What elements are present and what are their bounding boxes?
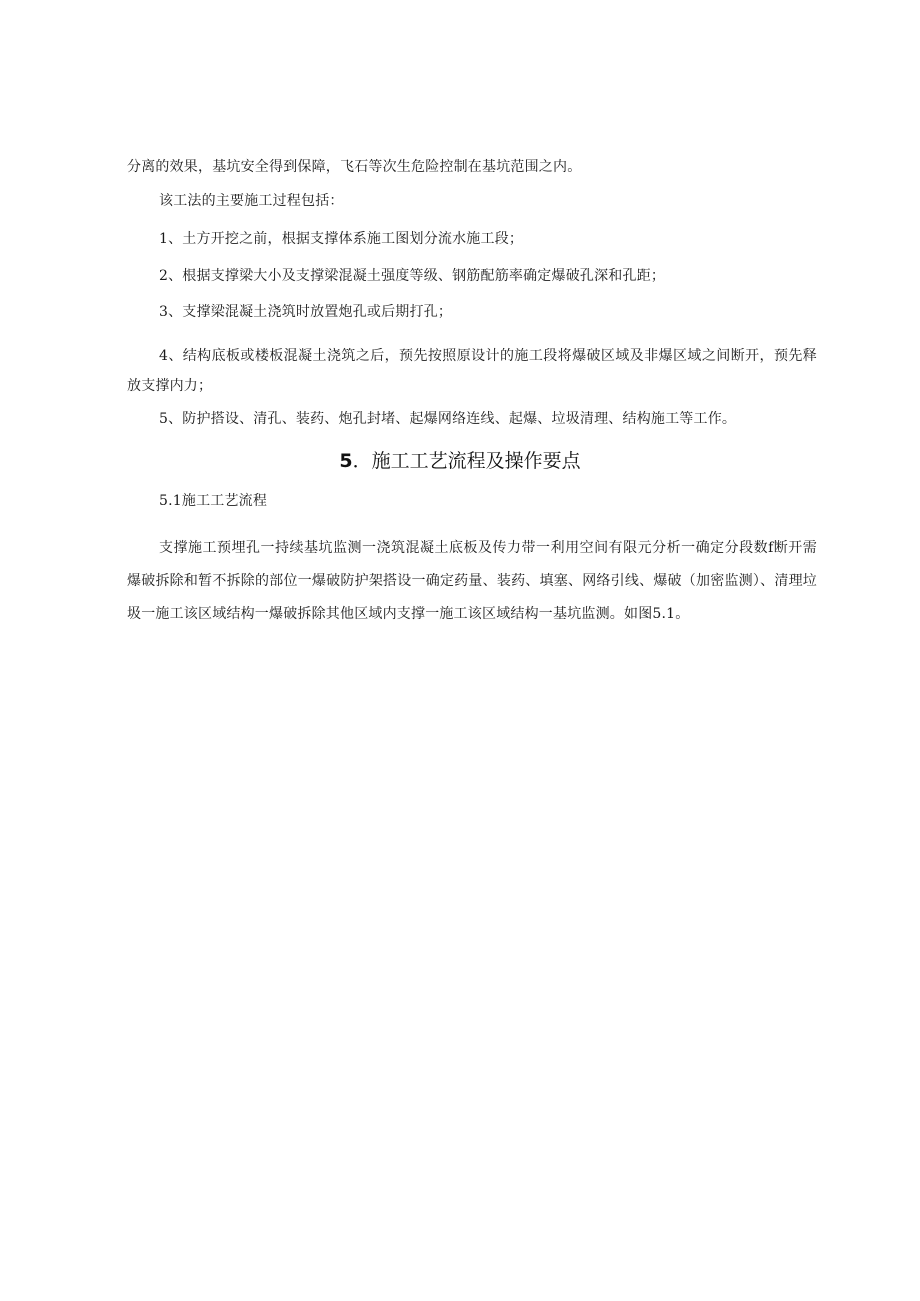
process-step-1: 1、土方开挖之前，根据支撑体系施工图划分流水施工段； bbox=[159, 231, 524, 247]
subsection-heading: 5.1施工工艺流程 bbox=[159, 493, 268, 509]
section-title: ．施工工艺流程及操作要点 bbox=[352, 450, 581, 472]
process-step-2: 2、根据支撑梁大小及支撑梁混凝土强度等级、钢筋配筋率确定爆破孔深和孔距； bbox=[159, 268, 666, 284]
section-heading bbox=[0, 448, 920, 474]
process-step-3: 3、支撑梁混凝土浇筑时放置炮孔或后期打孔； bbox=[159, 304, 453, 320]
process-step-5: 5、防护搭设、清孔、装药、炮孔封堵、起爆网络连线、起爆、垃圾清理、结构施工等工作。 bbox=[159, 411, 737, 427]
process-step-4: 4、结构底板或楼板混凝土浇筑之后，预先按照原设计的施工段将爆破区域及非爆区域之间断开，预先释放支撑内力； bbox=[127, 348, 817, 394]
paragraph-continuation: 分离的效果，基坑安全得到保障，飞石等次生危险控制在基坑范围之内。 bbox=[127, 159, 582, 175]
flow-paragraph: 支撑施工预埋孔一持续基坑监测一浇筑混凝土底板及传力带一利用空间有限元分析一确定分段数f断开需爆破拆除和暂不拆除的部位一爆破防护架搭设一确定药量、装药、填塞、网络引线、爆破（加密监测）、清理垃圾一施工该区域结构一爆破拆除其他区域内支撑一施工该区域结构一基坑监测。如图5.1。 bbox=[127, 540, 817, 622]
section-number: 5 bbox=[339, 450, 353, 472]
process-intro: 该工法的主要施工过程包括： bbox=[159, 193, 344, 209]
